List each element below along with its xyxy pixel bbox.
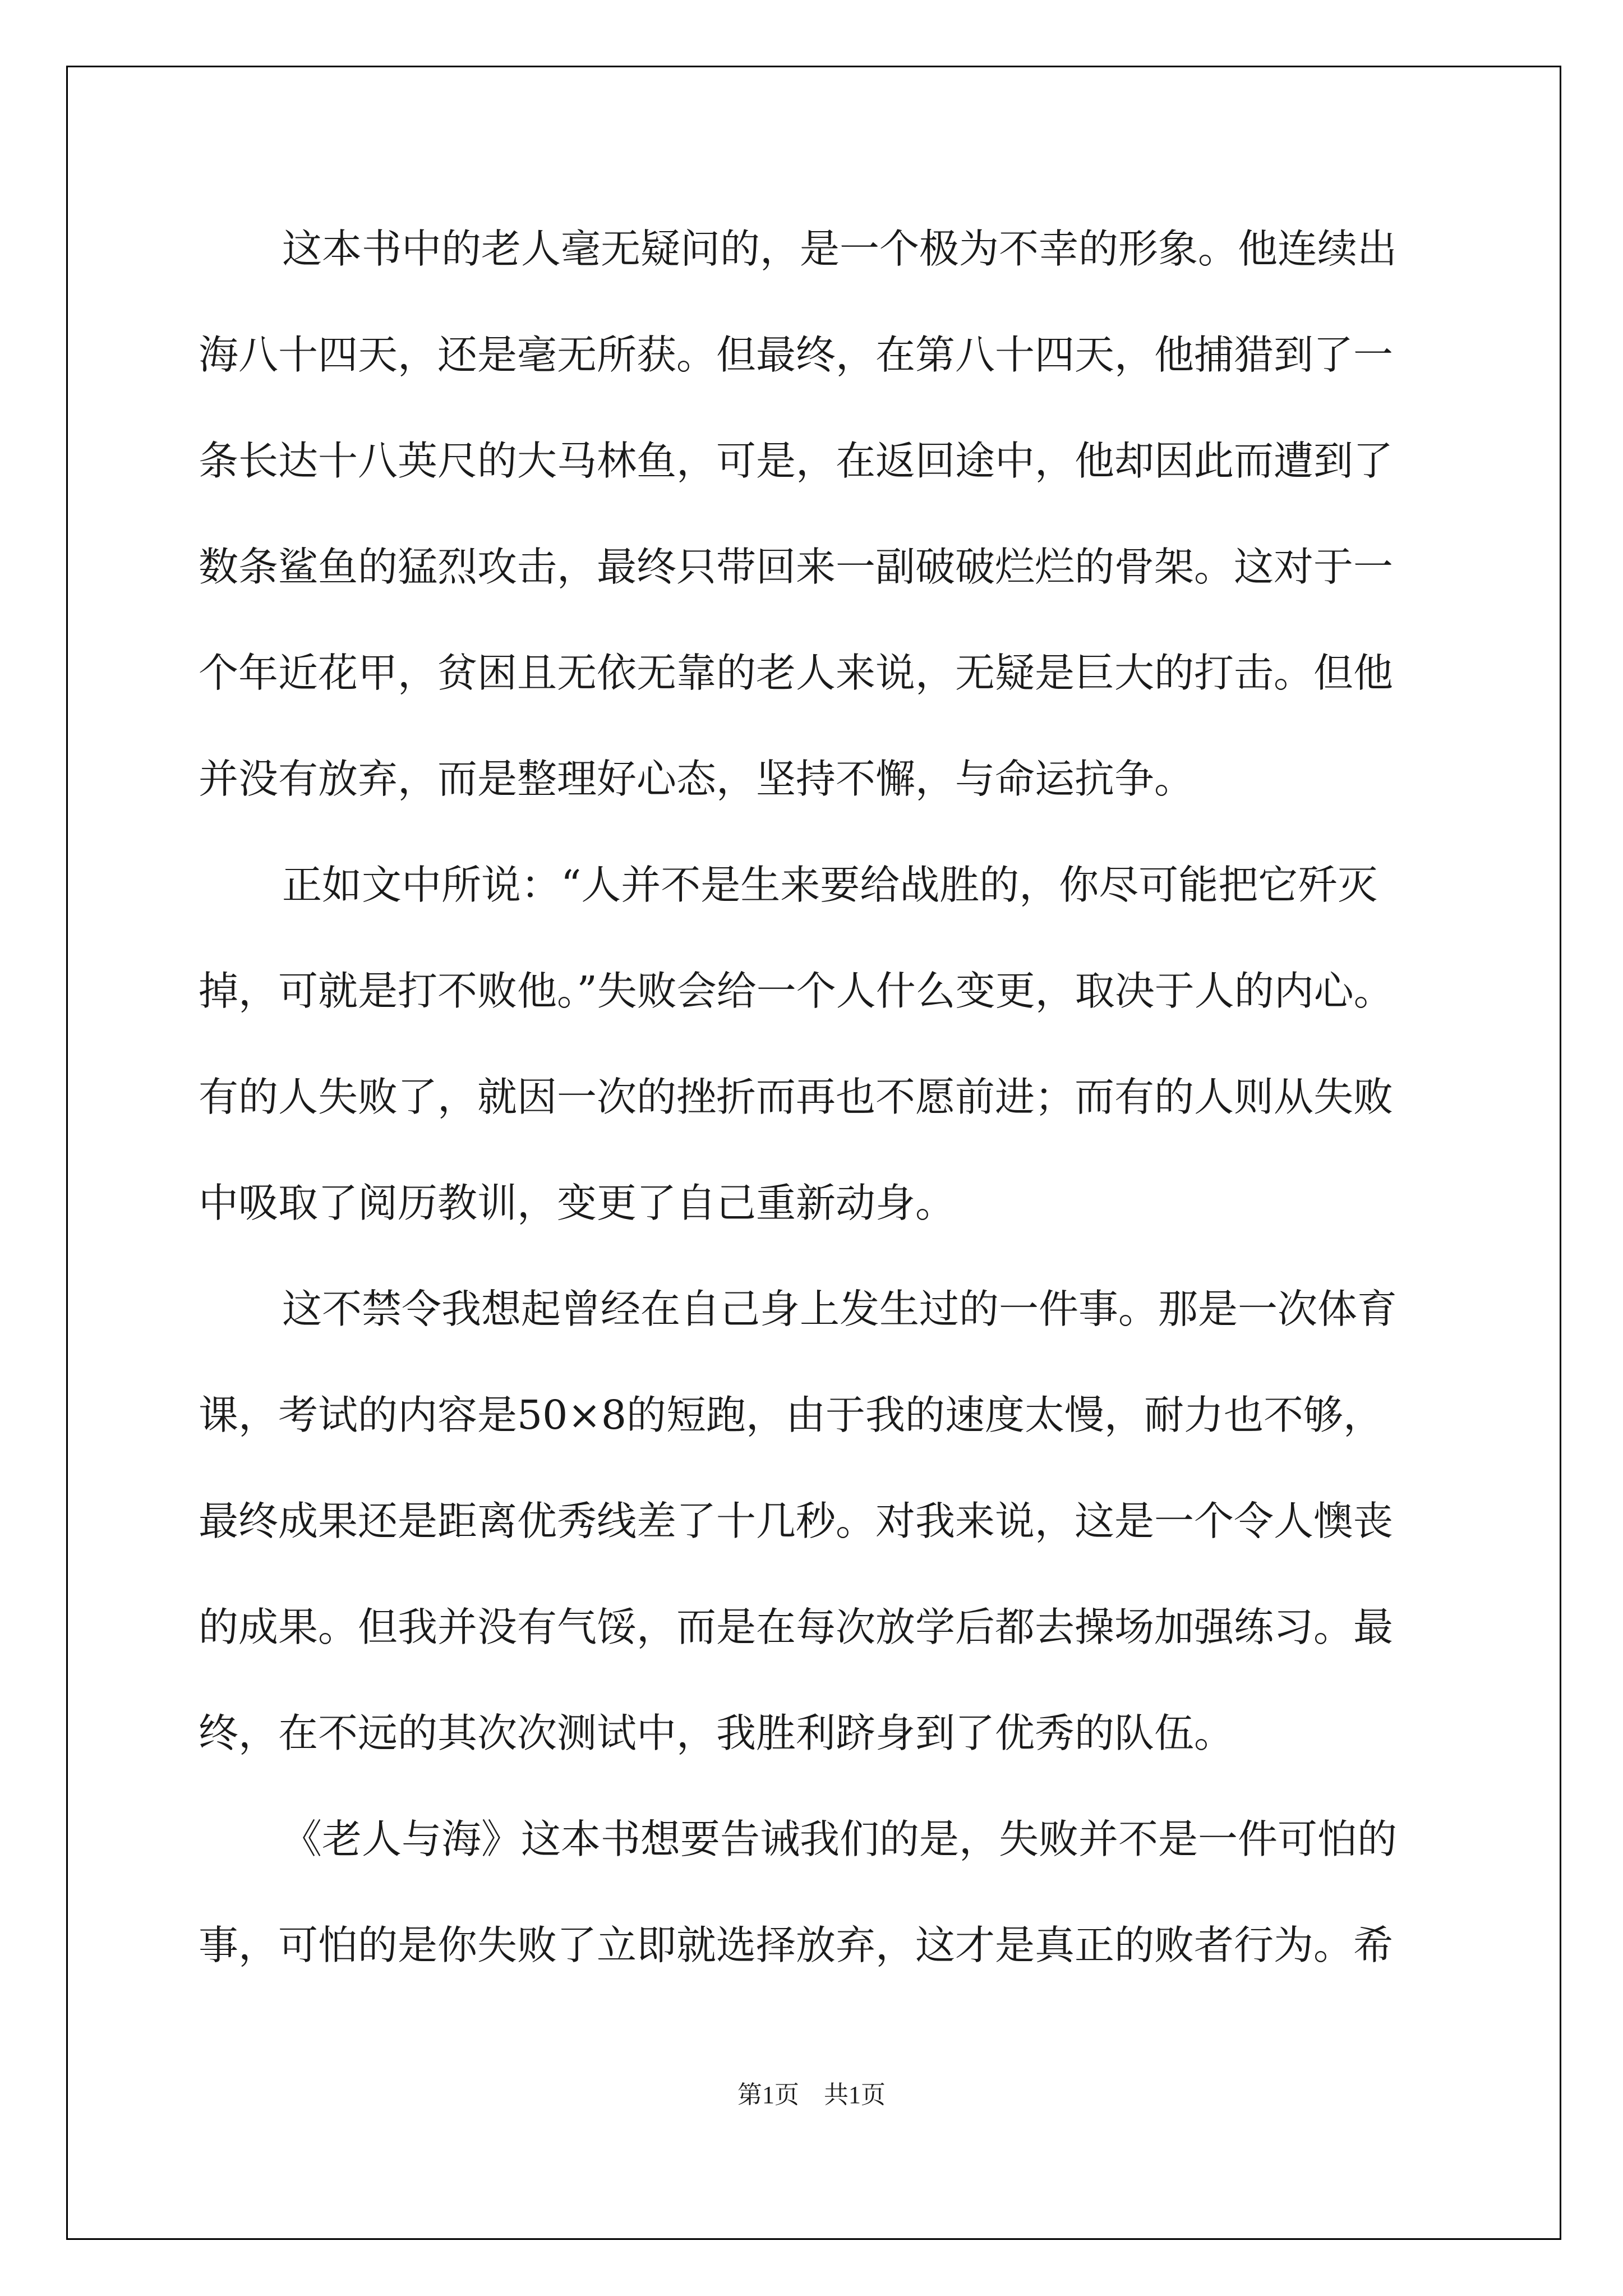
paragraph-3-line-4: 的成果。但我并没有气馁，而是在每次放学后都去操场加强练习。最	[199, 1604, 1394, 1650]
paragraph-2-line-4: 中吸取了阅历教训，变更了自己重新动身。	[199, 1180, 956, 1226]
paragraph-1-line-2: 海八十四天，还是毫无所获。但最终，在第八十四天，他捕猎到了一	[199, 332, 1394, 378]
paragraph-4-line-2: 事，可怕的是你失败了立即就选择放弃，这才是真正的败者行为。希	[199, 1922, 1394, 1968]
paragraph-3-line-3: 最终成果还是距离优秀线差了十几秒。对我来说，这是一个令人懊丧	[199, 1498, 1394, 1544]
paragraph-1-line-1: 这本书中的老人毫无疑问的，是一个极为不幸的形象。他连续出	[282, 226, 1398, 272]
paragraph-4-line-1: 《老人与海》这本书想要告诫我们的是，失败并不是一件可怕的	[282, 1816, 1398, 1862]
paragraph-2-line-3: 有的人失败了，就因一次的挫折而再也不愿前进；而有的人则从失败	[199, 1074, 1394, 1120]
paragraph-1-line-6: 并没有放弃，而是整理好心态，坚持不懈，与命运抗争。	[199, 756, 1195, 802]
page-number: 第1页 共1页	[737, 2081, 886, 2109]
page-border	[66, 66, 1561, 2240]
paragraph-1-line-4: 数条鲨鱼的猛烈攻击，最终只带回来一副破破烂烂的骨架。这对于一	[199, 544, 1394, 590]
paragraph-1-line-5: 个年近花甲，贫困且无依无靠的老人来说，无疑是巨大的打击。但他	[199, 650, 1394, 696]
paragraph-2-line-2: 掉，可就是打不败他。”失败会给一个人什么变更，取决于人的内心。	[199, 968, 1394, 1014]
paragraph-2-line-1: 正如文中所说：“人并不是生来要给战胜的，你尽可能把它歼灭	[282, 862, 1378, 908]
paragraph-3-line-2: 课，考试的内容是50×8的短跑，由于我的速度太慢，耐力也不够，	[199, 1392, 1384, 1438]
paragraph-3-line-1: 这不禁令我想起曾经在自己身上发生过的一件事。那是一次体育	[282, 1286, 1398, 1332]
paragraph-3-line-5: 终，在不远的其次次测试中，我胜利跻身到了优秀的队伍。	[199, 1710, 1234, 1756]
paragraph-1-line-3: 条长达十八英尺的大马林鱼，可是，在返回途中，他却因此而遭到了	[199, 438, 1394, 484]
